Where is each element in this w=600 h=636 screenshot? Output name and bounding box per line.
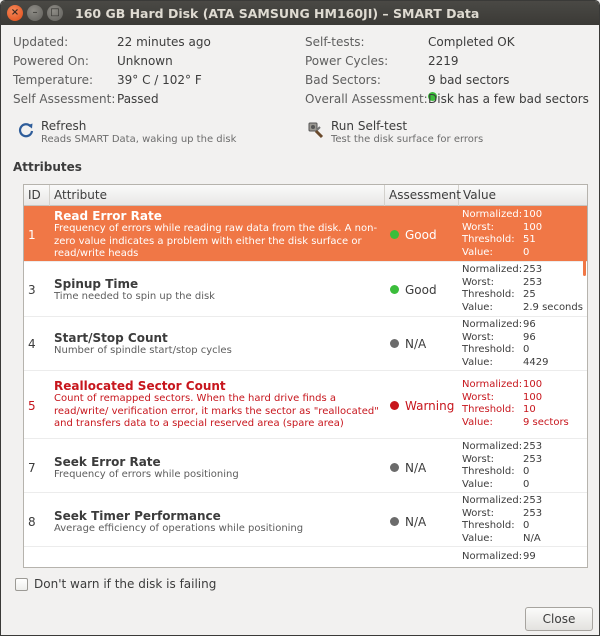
row-attribute-name: Spinup Time xyxy=(54,277,139,291)
updated-label: Updated: xyxy=(13,35,69,49)
column-header-attribute[interactable]: Attribute xyxy=(50,185,385,206)
powered-on-label: Powered On: xyxy=(13,54,89,68)
updated-value: 22 minutes ago xyxy=(117,35,211,49)
power-cycles-value: 2219 xyxy=(428,54,459,68)
attributes-heading: Attributes xyxy=(13,160,82,174)
row-values xyxy=(462,264,583,314)
worst-label: Worst: xyxy=(462,276,495,288)
normalized-value: 253 xyxy=(523,264,543,275)
worst-label: Worst: xyxy=(462,221,495,233)
na-status-icon xyxy=(390,463,399,472)
threshold-label: Threshold: xyxy=(462,404,515,415)
overall-assessment-label: Overall Assessment: xyxy=(305,92,428,106)
row-attribute-name: Reallocated Sector Count xyxy=(54,379,226,393)
table-row[interactable] xyxy=(24,439,587,493)
worst-value: 100 xyxy=(523,391,543,403)
good-status-icon xyxy=(390,230,399,239)
row-attribute-name: Seek Timer Performance xyxy=(54,509,221,523)
column-header-id[interactable]: ID xyxy=(24,185,50,206)
threshold-label: Threshold: xyxy=(462,466,515,477)
normalized-value: 99 xyxy=(523,551,536,562)
row-values xyxy=(462,551,536,564)
row-id: 4 xyxy=(28,337,36,351)
threshold-label: Threshold: xyxy=(462,344,515,355)
value-label: Value: xyxy=(462,356,493,368)
worst-value: 100 xyxy=(523,221,543,233)
row-values xyxy=(462,209,542,259)
disk-info xyxy=(13,35,587,111)
threshold-value: 25 xyxy=(523,289,536,300)
power-cycles-label: Power Cycles: xyxy=(305,54,389,68)
threshold-value: 0 xyxy=(523,344,530,355)
worst-value: 96 xyxy=(523,331,536,343)
row-assessment-label: N/A xyxy=(405,337,427,351)
row-assessment-label: Warning xyxy=(405,399,455,413)
row-attribute-description: Number of spindle start/stop cycles xyxy=(54,345,232,356)
attributes-table xyxy=(23,184,588,568)
na-status-icon xyxy=(390,517,399,526)
row-assessment xyxy=(390,283,437,297)
worst-value: 253 xyxy=(523,276,543,288)
row-id: 7 xyxy=(28,461,36,475)
refresh-title: Refresh xyxy=(41,119,87,133)
refresh-description: Reads SMART Data, waking up the disk xyxy=(41,134,237,145)
row-attribute-description: Frequency of errors while reading raw data from the disk. A non-zero value indicates a problem with either the disk surface or read/write heads xyxy=(54,223,378,259)
row-attribute-description: Average efficiency of operations while positioning xyxy=(54,523,304,534)
row-attribute-name: Start/Stop Count xyxy=(54,331,168,345)
raw-value: N/A xyxy=(523,532,541,544)
powered-on-value: Unknown xyxy=(117,54,173,68)
close-icon: × xyxy=(10,7,20,18)
column-header-assessment[interactable]: Assessment xyxy=(385,185,459,206)
normalized-label: Normalized: xyxy=(462,551,523,562)
row-id: 8 xyxy=(28,515,36,529)
row-attribute-description: Frequency of errors while positioning xyxy=(54,469,239,480)
table-header xyxy=(24,185,587,206)
row-attribute-description: Count of remapped sectors. When the hard drive finds a read/write/ verification error, it marks the sector as "reallocated" and transfers data to a special reserved area (spare area) xyxy=(54,393,379,429)
row-values xyxy=(462,379,569,429)
table-row[interactable] xyxy=(24,317,587,371)
row-attribute-description: Time needed to spin up the disk xyxy=(54,291,215,302)
row-assessment-label: Good xyxy=(405,283,437,297)
maximize-icon: □ xyxy=(50,7,60,18)
normalized-value: 100 xyxy=(523,209,543,220)
window-minimize-button[interactable] xyxy=(27,5,43,21)
row-id: 3 xyxy=(28,283,36,297)
normalized-label: Normalized: xyxy=(462,319,523,330)
worst-value: 253 xyxy=(523,507,543,519)
worst-label: Worst: xyxy=(462,391,495,403)
worst-label: Worst: xyxy=(462,331,495,343)
self-test-description: Test the disk surface for errors xyxy=(331,134,484,145)
row-attribute-name: Read Error Rate xyxy=(54,209,162,223)
normalized-value: 96 xyxy=(523,319,536,330)
row-assessment xyxy=(390,337,426,351)
table-body xyxy=(24,206,587,567)
refresh-icon xyxy=(17,121,35,139)
value-label: Value: xyxy=(462,416,493,428)
dont-warn-checkbox[interactable] xyxy=(15,578,28,591)
normalized-value: 253 xyxy=(523,495,543,506)
row-values xyxy=(462,441,542,491)
self-assessment-label: Self Assessment: xyxy=(13,92,116,106)
normalized-label: Normalized: xyxy=(462,264,523,275)
worst-label: Worst: xyxy=(462,453,495,465)
normalized-label: Normalized: xyxy=(462,495,523,506)
row-attribute-name: Seek Error Rate xyxy=(54,455,161,469)
self-test-title: Run Self-test xyxy=(331,119,408,133)
table-row[interactable] xyxy=(24,371,587,439)
raw-value: 0 xyxy=(523,246,530,258)
table-row[interactable] xyxy=(24,493,587,547)
row-id: 5 xyxy=(28,399,36,413)
bad-sectors-value: 9 bad sectors xyxy=(428,73,510,87)
row-assessment-label: N/A xyxy=(405,515,427,529)
row-values xyxy=(462,319,548,369)
self-assessment-value: Passed xyxy=(117,92,159,106)
normalized-label: Normalized: xyxy=(462,441,523,452)
value-label: Value: xyxy=(462,478,493,490)
worst-label: Worst: xyxy=(462,507,495,519)
threshold-value: 0 xyxy=(523,466,530,477)
row-assessment xyxy=(390,461,426,475)
normalized-label: Normalized: xyxy=(462,379,523,390)
row-assessment-label: Good xyxy=(405,228,437,242)
title-bar xyxy=(1,1,599,25)
window-title: 160 GB Hard Disk (ATA SAMSUNG HM160JI) – SMART Data xyxy=(75,5,480,21)
normalized-label: Normalized: xyxy=(462,209,523,220)
na-status-icon xyxy=(390,339,399,348)
threshold-label: Threshold: xyxy=(462,289,515,300)
worst-value: 253 xyxy=(523,453,543,465)
threshold-value: 0 xyxy=(523,520,530,531)
close-button[interactable]: Close xyxy=(525,607,593,631)
row-assessment xyxy=(390,399,454,413)
minimize-icon: – xyxy=(32,7,38,18)
refresh-button[interactable] xyxy=(17,119,237,151)
threshold-value: 51 xyxy=(523,234,536,245)
window-close-button[interactable] xyxy=(7,5,23,21)
good-status-icon xyxy=(390,285,399,294)
raw-value: 9 sectors xyxy=(523,416,569,428)
row-assessment-label: N/A xyxy=(405,461,427,475)
row-assessment xyxy=(390,515,426,529)
raw-value: 4429 xyxy=(523,356,549,368)
run-self-test-button[interactable] xyxy=(307,119,487,151)
value-label: Value: xyxy=(462,532,493,544)
threshold-label: Threshold: xyxy=(462,234,515,245)
normalized-value: 100 xyxy=(523,379,543,390)
threshold-label: Threshold: xyxy=(462,520,515,531)
self-tests-label: Self-tests: xyxy=(305,35,365,49)
raw-value: 0 xyxy=(523,478,530,490)
warning-status-icon xyxy=(390,401,399,410)
bad-sectors-label: Bad Sectors: xyxy=(305,73,381,87)
row-id: 1 xyxy=(28,228,36,242)
temperature-value: 39° C / 102° F xyxy=(117,73,202,87)
temperature-label: Temperature: xyxy=(13,73,94,87)
raw-value: 2.9 seconds xyxy=(523,301,583,313)
window-maximize-button[interactable] xyxy=(47,5,63,21)
normalized-value: 253 xyxy=(523,441,543,452)
value-label: Value: xyxy=(462,246,493,258)
value-label: Value: xyxy=(462,301,493,313)
dont-warn-label[interactable]: Don't warn if the disk is failing xyxy=(34,577,217,591)
overall-assessment-value: Disk has a few bad sectors xyxy=(428,92,589,106)
column-header-value[interactable]: Value xyxy=(463,188,496,202)
row-assessment xyxy=(390,228,437,242)
table-row[interactable] xyxy=(24,262,587,317)
table-row[interactable] xyxy=(24,206,587,262)
table-scrollbar[interactable] xyxy=(583,206,586,276)
table-row[interactable] xyxy=(24,547,587,568)
threshold-value: 10 xyxy=(523,404,536,415)
row-values xyxy=(462,495,542,545)
self-tests-value: Completed OK xyxy=(428,35,515,49)
self-test-icon xyxy=(307,121,325,139)
